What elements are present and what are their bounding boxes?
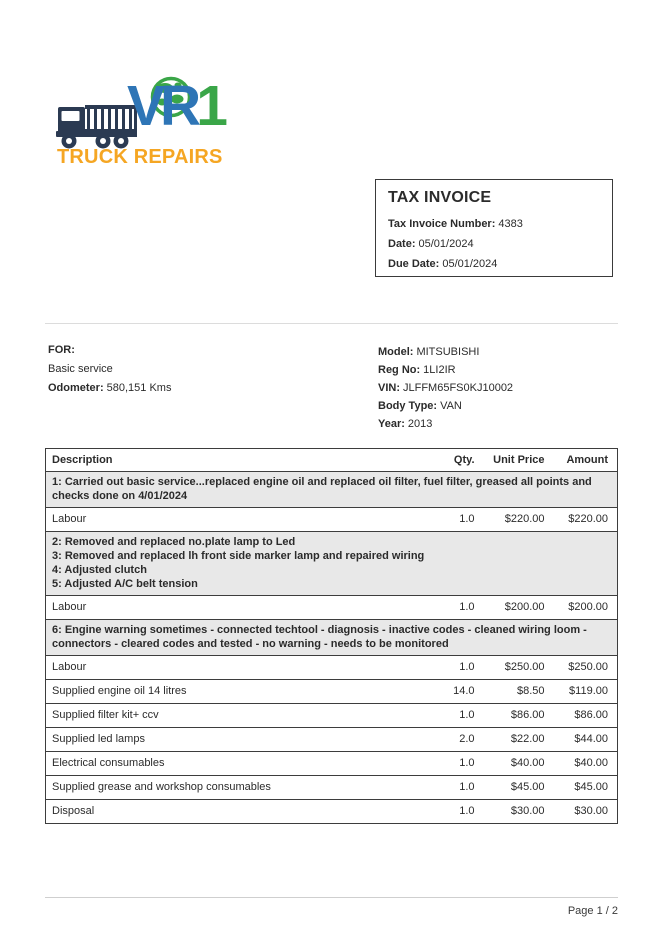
vehicle-field-line [378, 343, 513, 361]
item-qty: 1.0 [426, 508, 484, 532]
brand-one-text: 1 [196, 74, 223, 138]
invoice-items-table [45, 448, 618, 824]
table-item-row [46, 800, 618, 824]
section-description: 2: Removed and replaced no.plate lamp to Led 3: Removed and replaced lh front side marker lamp and repaired wiring 4: Adjusted clutch 5: Adjusted A/C belt tension [46, 532, 618, 596]
page-number: Page 1 / 2 [567, 905, 618, 917]
vehicle-field-line [378, 361, 513, 379]
table-item-row [46, 508, 618, 532]
item-description: Labour [46, 656, 426, 680]
table-section-row [46, 532, 618, 596]
brand-vr-text: VR [127, 74, 197, 138]
vehicle-field-label: Reg No: [378, 364, 421, 376]
item-amount: $30.00 [554, 800, 618, 824]
service-description: Basic service [48, 363, 113, 375]
col-header-qty: Qty. [426, 449, 484, 472]
section-description: 1: Carried out basic service...replaced engine oil and replaced oil filter, fuel filter, greased all points and checks done on 4/01/2024 [46, 472, 618, 508]
vehicle-field-value: MITSUBISHI [416, 346, 480, 358]
brand-logo [55, 76, 275, 171]
item-description: Electrical consumables [46, 752, 426, 776]
item-unit-price: $200.00 [484, 596, 554, 620]
table-header-row [46, 449, 618, 472]
vehicle-field-line [378, 415, 513, 433]
for-section [48, 341, 171, 398]
section-description: 6: Engine warning sometimes - connected techtool - diagnosis - inactive codes - cleaned wiring loom - connectors - cleared codes and tested - no warning - needs to be monitored [46, 620, 618, 656]
col-header-description: Description [46, 449, 426, 472]
invoice-field-label: Tax Invoice Number: [388, 218, 496, 230]
item-amount: $45.00 [554, 776, 618, 800]
item-unit-price: $30.00 [484, 800, 554, 824]
item-qty: 1.0 [426, 776, 484, 800]
item-unit-price: $220.00 [484, 508, 554, 532]
invoice-field-line [388, 254, 600, 274]
col-header-unit-price: Unit Price [484, 449, 554, 472]
vehicle-field-value: 1LI2IR [423, 364, 456, 376]
vehicle-field-value: VAN [440, 400, 462, 412]
table-section-row [46, 472, 618, 508]
header-divider [45, 323, 618, 324]
item-qty: 1.0 [426, 656, 484, 680]
item-amount: $220.00 [554, 508, 618, 532]
table-item-row [46, 776, 618, 800]
odometer-value: 580,151 Kms [106, 382, 172, 394]
item-unit-price: $8.50 [484, 680, 554, 704]
item-amount: $86.00 [554, 704, 618, 728]
item-qty: 1.0 [426, 596, 484, 620]
tax-invoice-box [375, 179, 613, 277]
tax-invoice-title: TAX INVOICE [388, 189, 492, 206]
table-item-row [46, 752, 618, 776]
item-amount: $119.00 [554, 680, 618, 704]
table-item-row [46, 680, 618, 704]
item-qty: 1.0 [426, 800, 484, 824]
table-section-row [46, 620, 618, 656]
item-description: Labour [46, 596, 426, 620]
table-item-row [46, 656, 618, 680]
odometer-label: Odometer: [48, 382, 104, 394]
item-unit-price: $45.00 [484, 776, 554, 800]
item-description: Labour [46, 508, 426, 532]
col-header-amount: Amount [554, 449, 618, 472]
invoice-field-value: 05/01/2024 [442, 258, 498, 270]
invoice-table-body [46, 472, 618, 824]
vehicle-field-value: JLFFM65FS0KJ10002 [403, 382, 514, 394]
item-unit-price: $86.00 [484, 704, 554, 728]
item-amount: $250.00 [554, 656, 618, 680]
footer-divider [45, 897, 618, 898]
odometer-line [48, 379, 171, 398]
item-qty: 1.0 [426, 752, 484, 776]
invoice-field-line [388, 234, 600, 254]
vehicle-details [378, 343, 513, 433]
vehicle-field-line [378, 379, 513, 397]
vehicle-fields [378, 343, 513, 433]
invoice-field-label: Date: [388, 238, 416, 250]
item-description: Supplied engine oil 14 litres [46, 680, 426, 704]
vehicle-field-value: 2013 [407, 418, 433, 430]
item-description: Disposal [46, 800, 426, 824]
vehicle-field-label: Model: [378, 346, 414, 358]
item-description: Supplied filter kit+ ccv [46, 704, 426, 728]
table-item-row [46, 704, 618, 728]
item-unit-price: $40.00 [484, 752, 554, 776]
item-qty: 1.0 [426, 704, 484, 728]
invoice-field-value: 4383 [498, 218, 523, 230]
vehicle-field-label: Body Type: [378, 400, 438, 412]
item-amount: $40.00 [554, 752, 618, 776]
vehicle-field-label: VIN: [378, 382, 400, 394]
item-unit-price: $22.00 [484, 728, 554, 752]
vehicle-field-label: Year: [378, 418, 405, 430]
item-description: Supplied led lamps [46, 728, 426, 752]
vehicle-field-line [378, 397, 513, 415]
item-amount: $200.00 [554, 596, 618, 620]
item-unit-price: $250.00 [484, 656, 554, 680]
item-qty: 14.0 [426, 680, 484, 704]
invoice-field-value: 05/01/2024 [418, 238, 474, 250]
invoice-field-line [388, 214, 600, 234]
table-item-row [46, 596, 618, 620]
brand-subtitle: TRUCK REPAIRS [57, 146, 223, 168]
invoice-field-label: Due Date: [388, 258, 440, 270]
item-description: Supplied grease and workshop consumables [46, 776, 426, 800]
item-qty: 2.0 [426, 728, 484, 752]
brand-word [127, 74, 223, 138]
item-amount: $44.00 [554, 728, 618, 752]
tax-invoice-fields [388, 214, 600, 274]
table-item-row [46, 728, 618, 752]
for-heading: FOR: [48, 344, 75, 356]
